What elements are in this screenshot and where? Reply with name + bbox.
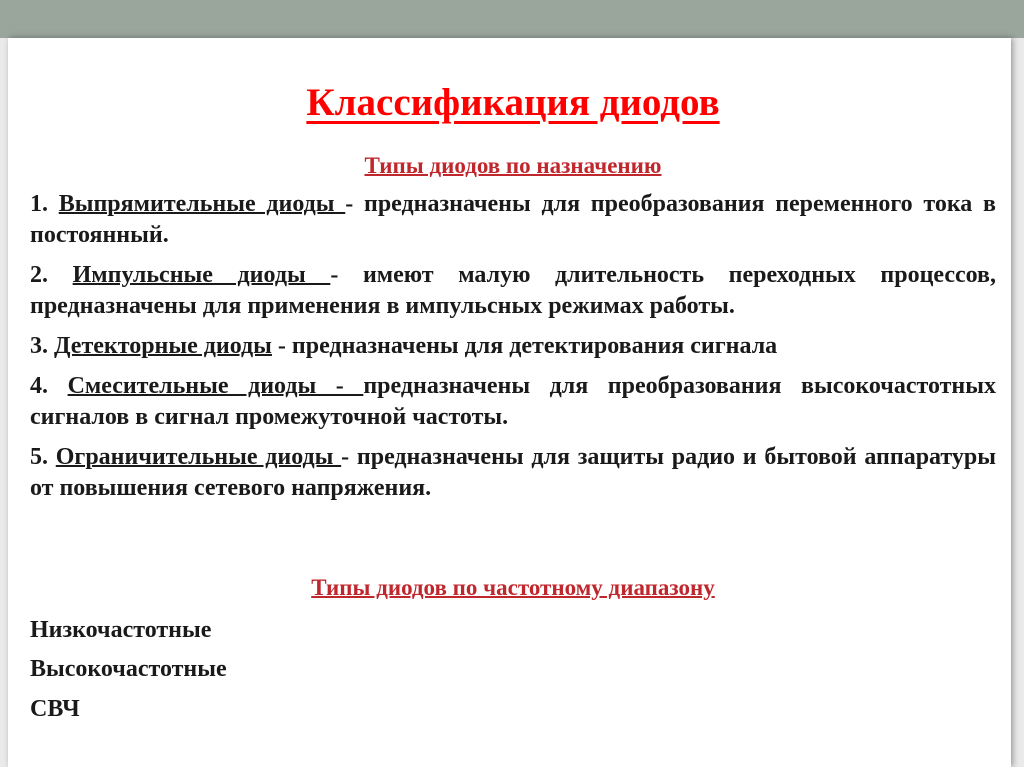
list-item (30, 189, 996, 251)
top-bar (0, 0, 1024, 38)
item-term: Импульсные диоды (72, 262, 331, 288)
item-number: 3. (30, 333, 48, 359)
section1-heading-wrap (30, 153, 996, 179)
frequency-item-microwave: СВЧ (30, 696, 80, 722)
item-term: Ограничительные диоды (55, 444, 342, 470)
list-item (30, 371, 996, 433)
item-number: 5. (30, 444, 48, 470)
item-description: - предназначены для детектирования сигнала (271, 333, 778, 359)
slide (8, 38, 1011, 767)
section1-heading: Типы диодов по назначению (364, 153, 662, 178)
item-description: - имеют малую длительность переходных процессов, предназначены для применения в импульсных режимах работы. (30, 262, 997, 319)
list-item (30, 442, 996, 504)
section2-heading: Типы диодов по частотному диапазону (311, 575, 715, 600)
item-term: Детекторные диоды (54, 333, 272, 359)
item-number: 2. (30, 262, 48, 288)
slide-title: Классификация диодов (306, 81, 720, 124)
purpose-list (30, 189, 996, 513)
item-number: 1. (30, 191, 48, 217)
item-description: предназначены для преобразования высокочастотных сигналов в сигнал промежуточной частоты. (30, 373, 996, 430)
item-number: 4. (30, 373, 48, 399)
section2-heading-wrap (30, 575, 996, 601)
frequency-item-low: Низкочастотные (30, 617, 212, 643)
list-item (30, 331, 996, 362)
item-description: - предназначены для защиты радио и бытовой аппаратуры от повышения сетевого напряжения. (30, 444, 996, 501)
item-term: Смесительные диоды - (67, 373, 364, 399)
frequency-item-high: Высокочастотные (30, 656, 227, 682)
list-item (30, 260, 996, 322)
item-description: - предназначены для преобразования переменного тока в постоянный. (30, 191, 996, 248)
item-term: Выпрямительные диоды (58, 191, 346, 217)
